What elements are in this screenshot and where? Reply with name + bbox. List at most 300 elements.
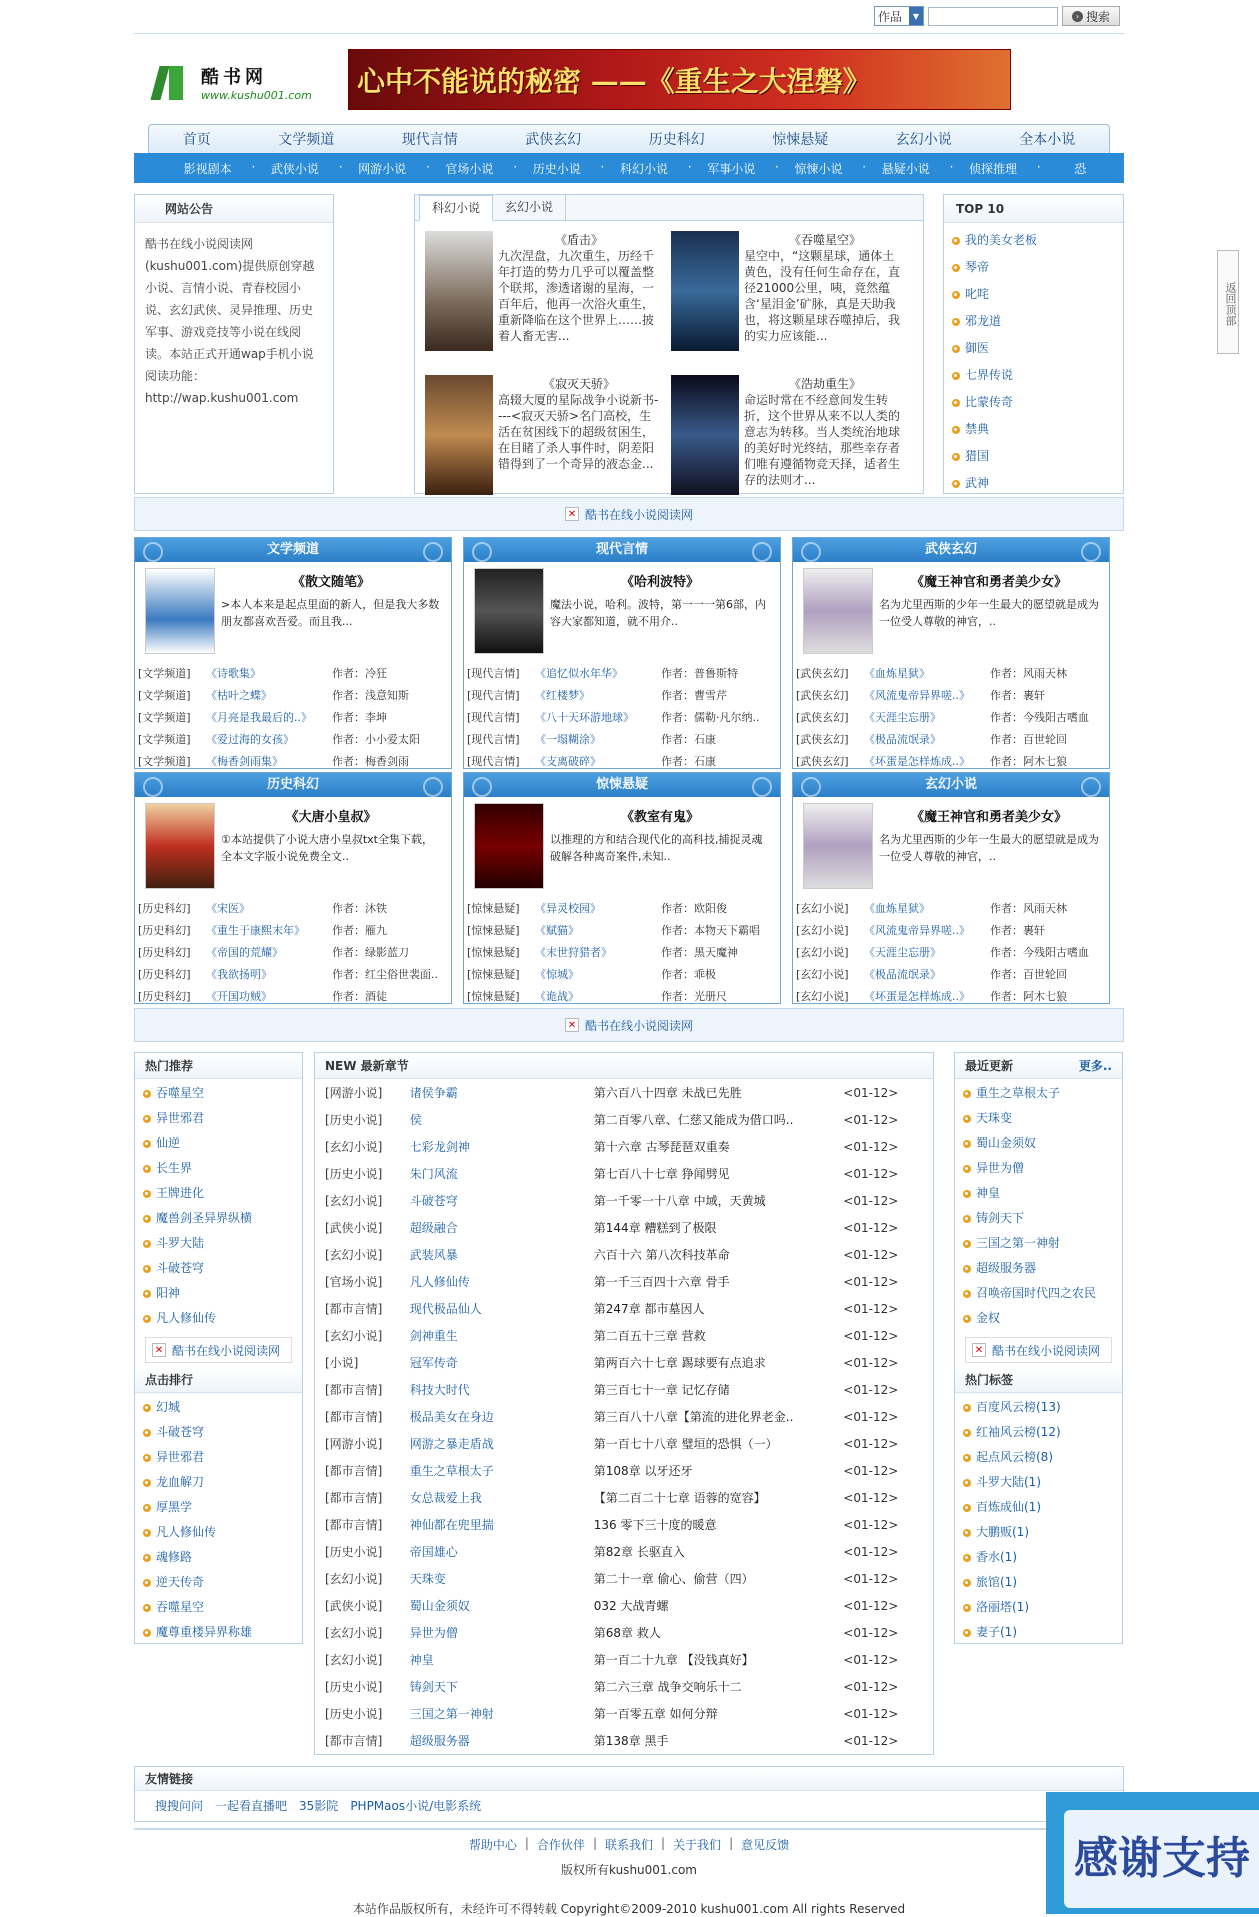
- category-title[interactable]: 文学频道: [135, 538, 451, 562]
- list-item[interactable]: [143, 1570, 294, 1595]
- row-chapter-link[interactable]: 第六百八十四章 未战已先胜: [593, 1086, 742, 1100]
- row-category: [历史科幻]: [138, 902, 191, 915]
- list-item[interactable]: [963, 1306, 1114, 1331]
- table-row: [135, 897, 451, 919]
- tab-scifi[interactable]: 科幻小说: [419, 195, 493, 221]
- list-item[interactable]: [143, 1256, 294, 1281]
- list-item-label: 异世邪君: [156, 1450, 205, 1464]
- row-title-link[interactable]: 《八十天环游地球》: [535, 711, 634, 724]
- list-item[interactable]: [143, 1206, 294, 1231]
- row-title-link[interactable]: 《梅香剑雨集》: [206, 755, 283, 768]
- row-title-link[interactable]: 《诗歌集》: [206, 667, 261, 680]
- row-book-link[interactable]: 冠军传奇: [409, 1356, 458, 1370]
- subnav-item[interactable]: 官场小说 ·: [426, 160, 513, 177]
- list-item[interactable]: [952, 281, 1115, 308]
- category-feature[interactable]: [464, 797, 780, 897]
- table-row: [135, 985, 451, 1007]
- table-row: [793, 750, 1109, 772]
- table-row: [793, 897, 1109, 919]
- row-chapter-link[interactable]: 第68章 救人: [593, 1626, 661, 1640]
- nav-item[interactable]: 文学频道: [278, 132, 335, 148]
- list-item-label: 武神: [965, 476, 990, 490]
- row-date: <01-12>: [843, 1463, 899, 1478]
- row-book-link[interactable]: 重生之草根太子: [409, 1464, 494, 1478]
- list-item-label: 斗罗大陆(1): [976, 1475, 1041, 1489]
- list-item[interactable]: [963, 1470, 1114, 1495]
- list-item[interactable]: [963, 1395, 1114, 1420]
- list-item[interactable]: [143, 1445, 294, 1470]
- row-category: [玄幻小说]: [796, 990, 849, 1003]
- row-date: <01-12>: [843, 1166, 899, 1181]
- list-item[interactable]: [143, 1181, 294, 1206]
- row-title-link[interactable]: 《红楼梦》: [535, 689, 590, 702]
- list-item[interactable]: [952, 335, 1115, 362]
- new-chapters-panel: [314, 1052, 934, 1755]
- row-category: [武侠玄幻]: [796, 667, 849, 680]
- list-item-label: 邪龙道: [965, 314, 1002, 328]
- list-item[interactable]: [963, 1256, 1114, 1281]
- friend-link[interactable]: 搜搜问问: [155, 1799, 204, 1813]
- row-chapter-link[interactable]: 第三百七十一章 记忆存储: [593, 1383, 730, 1397]
- row-category: [现代言情]: [467, 755, 520, 768]
- row-author: 作者：李坤: [332, 711, 387, 724]
- friend-link[interactable]: 一起看直播吧: [215, 1799, 288, 1813]
- bullet-icon: [963, 1215, 971, 1223]
- row-chapter-link[interactable]: 136 零下三十度的暖意: [593, 1518, 717, 1532]
- list-item-label: 重生之草根太子: [976, 1086, 1061, 1100]
- table-row: [793, 985, 1109, 1007]
- sidebar-ad[interactable]: ✕ 酷书在线小说阅读网: [965, 1337, 1112, 1363]
- bullet-icon: [963, 1140, 971, 1148]
- friend-links-row: [135, 1791, 1123, 1820]
- table-row: [315, 1700, 933, 1727]
- featured-book[interactable]: 《盾击》 九次涅盘，九次重生，历经千年打造的势力几乎可以覆盖整个联邦，渗透诸谢的星海，一百年后，他再一次浴火重生，重新降临在这个世界上……披着人畜无害...: [425, 231, 660, 376]
- category-title[interactable]: 历史科幻: [135, 773, 451, 797]
- bullet-icon: [143, 1604, 151, 1612]
- row-chapter-link[interactable]: 第108章 以牙还牙: [593, 1464, 693, 1478]
- row-book-link[interactable]: 女总裁爱上我: [409, 1491, 482, 1505]
- table-row: [464, 985, 780, 1007]
- list-item-label: 蜀山金须奴: [976, 1136, 1037, 1150]
- nav-item[interactable]: 历史科幻: [648, 132, 705, 148]
- row-chapter-link[interactable]: 第247章 都市墓因人: [593, 1302, 705, 1316]
- row-chapter-link[interactable]: 第一百七十八章 璧垣的恐惧（一）: [593, 1437, 778, 1451]
- list-item[interactable]: [143, 1106, 294, 1131]
- list-item[interactable]: [952, 254, 1115, 281]
- row-category: [文学频道]: [138, 755, 191, 768]
- ad-strip[interactable]: ✕ 酷书在线小说阅读网: [134, 1008, 1124, 1042]
- row-chapter-link[interactable]: 第七百八十七章 狰闻劈见: [593, 1167, 730, 1181]
- bullet-icon: [143, 1629, 151, 1637]
- list-item[interactable]: [143, 1520, 294, 1545]
- list-item[interactable]: [143, 1081, 294, 1106]
- row-book-link[interactable]: 现代极品仙人: [409, 1302, 482, 1316]
- row-title-link[interactable]: 《帝国的荒耀》: [206, 946, 283, 959]
- book-title: 《大唐小皇叔》: [285, 810, 377, 825]
- row-category: [玄幻小说]: [796, 968, 849, 981]
- list-item-label: 猎国: [965, 449, 990, 463]
- list-item[interactable]: [963, 1231, 1114, 1256]
- book-title: 《魔王神官和勇者美少女》: [910, 810, 1067, 825]
- row-author: 作者：裹轩: [990, 689, 1045, 702]
- row-date: <01-12>: [843, 1679, 899, 1694]
- bullet-icon: [143, 1504, 151, 1512]
- subnav-item[interactable]: 悬疑小说 ·: [862, 160, 949, 177]
- row-category: [玄幻小说]: [325, 1329, 383, 1343]
- nav-item[interactable]: 现代言情: [401, 132, 458, 148]
- row-title-link[interactable]: 《宋医》: [206, 902, 250, 915]
- row-book-link[interactable]: 三国之第一神射: [409, 1707, 494, 1721]
- row-title-link[interactable]: 《追忆似水年华》: [535, 667, 623, 680]
- row-title-link[interactable]: 《枯叶之蝶》: [206, 689, 272, 702]
- subnav-item[interactable]: 军事小说 ·: [688, 160, 775, 177]
- category-title[interactable]: 现代言情: [464, 538, 780, 562]
- row-book-link[interactable]: 蜀山金须奴: [409, 1599, 470, 1613]
- category-title[interactable]: 惊悚悬疑: [464, 773, 780, 797]
- row-book-link[interactable]: 武装风暴: [409, 1248, 458, 1262]
- footer-link[interactable]: 帮助中心: [468, 1838, 517, 1852]
- bullet-icon: [952, 480, 960, 488]
- row-chapter-link[interactable]: 第二六三章 战争交响乐十二: [593, 1680, 742, 1694]
- row-author: 作者：绿影蓝刀: [332, 946, 409, 959]
- book-title: 《教室有鬼》: [620, 810, 699, 825]
- row-book-link[interactable]: 诸侯争霸: [409, 1086, 458, 1100]
- row-date: <01-12>: [843, 1085, 899, 1100]
- list-item[interactable]: [143, 1620, 294, 1645]
- row-title-link[interactable]: 《风流鬼帝异界嗟..》: [864, 924, 970, 937]
- table-row: [315, 1727, 933, 1754]
- search-button[interactable]: › 搜索: [1062, 6, 1120, 26]
- list-item-label: 阳神: [156, 1286, 181, 1300]
- book-desc: 名为尤里西斯的少年一生最大的愿望就是成为一位受人尊敬的神官，..: [879, 833, 1099, 863]
- row-chapter-link[interactable]: 032 大战青螺: [593, 1599, 669, 1613]
- table-row: [464, 963, 780, 985]
- row-book-link[interactable]: 网游之暴走盾战: [409, 1437, 494, 1451]
- bullet-icon: [143, 1290, 151, 1298]
- row-chapter-link[interactable]: 六百十六 第八次科技革命: [593, 1248, 730, 1262]
- book-cover: [671, 231, 739, 351]
- row-author: 作者：阿木七狼: [990, 755, 1067, 768]
- list-item[interactable]: [963, 1620, 1114, 1645]
- row-book-link[interactable]: 侯: [409, 1113, 422, 1127]
- table-row: [315, 1214, 933, 1241]
- row-category: [玄幻小说]: [325, 1626, 383, 1640]
- subnav-item[interactable]: 网游小说 ·: [339, 160, 426, 177]
- row-chapter-link[interactable]: 第144章 糟糕到了极限: [593, 1221, 717, 1235]
- table-row: [135, 750, 451, 772]
- footer-link[interactable]: 关于我们: [673, 1838, 722, 1852]
- nav-item[interactable]: 惊悚悬疑: [772, 132, 829, 148]
- row-category: [小说]: [325, 1356, 359, 1370]
- logo-url: www.kushu001.com: [201, 89, 312, 102]
- subnav-item[interactable]: 影视剧本 ·: [164, 160, 251, 177]
- row-title-link[interactable]: 《爱过海的女孩》: [206, 733, 294, 746]
- list-item[interactable]: [963, 1445, 1114, 1470]
- row-book-link[interactable]: 极品美女在身边: [409, 1410, 494, 1424]
- row-title-link[interactable]: 《末世狩猎者》: [535, 946, 612, 959]
- bullet-icon: [143, 1265, 151, 1273]
- row-title-link[interactable]: 《坏蛋是怎样炼成..》: [864, 755, 970, 768]
- row-chapter-link[interactable]: 第二十一章 偷心、偷营（四）: [593, 1572, 754, 1586]
- bullet-icon: [952, 237, 960, 245]
- row-category: [惊悚悬疑]: [467, 946, 520, 959]
- category-feature[interactable]: [793, 797, 1109, 897]
- top10-list: [944, 223, 1123, 501]
- list-item-label: 厚黑学: [156, 1500, 193, 1514]
- row-title-link[interactable]: 《极品流氓录》: [864, 968, 941, 981]
- row-category: [玄幻小说]: [325, 1572, 383, 1586]
- row-category: [现代言情]: [467, 711, 520, 724]
- table-row: [315, 1565, 933, 1592]
- category-title[interactable]: 武侠玄幻: [793, 538, 1109, 562]
- friend-link[interactable]: PHPMaos小说/电影系统: [350, 1799, 482, 1813]
- list-item[interactable]: [952, 443, 1115, 470]
- notice-panel: [134, 194, 334, 494]
- row-title-link[interactable]: 《天涯尘忘册》: [864, 946, 941, 959]
- row-chapter-link[interactable]: 第二百五十三章 营救: [593, 1329, 706, 1343]
- featured-book[interactable]: 《寂灭天骄》 高辍大厦的星际战争小说新书----<寂灭天骄>名门高校，生活在贫困线下的超级贫困生，在目睹了杀人事件时，阴差阳错得到了一个奇异的液态金...: [425, 375, 660, 520]
- list-item-label: 洛丽塔(1): [976, 1600, 1029, 1614]
- sidebar-ad[interactable]: ✕ 酷书在线小说阅读网: [145, 1337, 292, 1363]
- footer: [134, 1828, 1124, 1917]
- list-item[interactable]: [143, 1306, 294, 1331]
- list-item[interactable]: [143, 1595, 294, 1620]
- table-row: [315, 1457, 933, 1484]
- category-feature[interactable]: [464, 562, 780, 662]
- row-author: 作者：石康: [661, 733, 716, 746]
- list-item[interactable]: [963, 1156, 1114, 1181]
- row-author: 作者：儒勒·凡尔纳..: [661, 711, 760, 724]
- row-book-link[interactable]: 朱门风流: [409, 1167, 458, 1181]
- tab-fantasy[interactable]: 玄幻小说: [493, 195, 566, 220]
- table-row: [464, 684, 780, 706]
- row-title-link[interactable]: 《血炼星狱》: [864, 667, 930, 680]
- row-title-link[interactable]: 《月亮是我最后的..》: [206, 711, 312, 724]
- list-item[interactable]: [963, 1181, 1114, 1206]
- table-row: [315, 1592, 933, 1619]
- row-chapter-link[interactable]: 第138章 黑手: [593, 1734, 669, 1748]
- subnav-item[interactable]: 历史小说 ·: [513, 160, 600, 177]
- row-book-link[interactable]: 异世为僧: [409, 1626, 458, 1640]
- row-chapter-link[interactable]: 【第二百二十七章 语蓉的宽容】: [593, 1491, 766, 1505]
- row-category: [武侠小说]: [325, 1599, 383, 1613]
- bullet-icon: [143, 1529, 151, 1537]
- table-row: [793, 684, 1109, 706]
- row-book-link[interactable]: 天珠变: [409, 1572, 446, 1586]
- row-chapter-link[interactable]: 第两百六十七章 踢球要有点追求: [593, 1356, 766, 1370]
- book-cover: [145, 803, 215, 889]
- list-item[interactable]: [143, 1470, 294, 1495]
- list-item[interactable]: [143, 1495, 294, 1520]
- row-title-link[interactable]: 《诡战》: [535, 990, 579, 1003]
- row-chapter-link[interactable]: 第一千零一十八章 中域，天黄城: [593, 1194, 766, 1208]
- footer-link[interactable]: 联系我们: [604, 1838, 653, 1852]
- row-title-link[interactable]: 《风流鬼帝异界嗟..》: [864, 689, 970, 702]
- row-book-link[interactable]: 科技大时代: [409, 1383, 470, 1397]
- table-row: [464, 750, 780, 772]
- friend-link[interactable]: 35影院: [299, 1799, 339, 1813]
- list-item[interactable]: [963, 1106, 1114, 1131]
- row-book-link[interactable]: 超级融合: [409, 1221, 458, 1235]
- row-title-link[interactable]: 《赋猫》: [535, 924, 579, 937]
- list-item[interactable]: [952, 389, 1115, 416]
- row-book-link[interactable]: 凡人修仙传: [409, 1275, 470, 1289]
- right-sidebar: [954, 1052, 1123, 1644]
- category-panel: [792, 537, 1110, 769]
- nav-item[interactable]: 武侠玄幻: [525, 132, 582, 148]
- footer-link[interactable]: 合作伙伴: [536, 1838, 585, 1852]
- row-category: [玄幻小说]: [325, 1248, 383, 1262]
- list-item[interactable]: [963, 1570, 1114, 1595]
- list-item-label: 斗罗大陆: [156, 1236, 205, 1250]
- row-category: [玄幻小说]: [796, 924, 849, 937]
- bullet-icon: [143, 1479, 151, 1487]
- category-panel: [463, 537, 781, 769]
- list-item-label: 神皇: [976, 1186, 1001, 1200]
- nav-item[interactable]: 首页: [182, 132, 211, 148]
- row-book-link[interactable]: 剑神重生: [409, 1329, 458, 1343]
- row-title-link[interactable]: 《一塌糊涂》: [535, 733, 601, 746]
- row-chapter-link[interactable]: 第二百零八章、仁慈又能成为借口吗..: [593, 1113, 794, 1127]
- category-feature[interactable]: [135, 797, 451, 897]
- latest-update-title: 最近更新 更多..: [955, 1053, 1122, 1079]
- row-chapter-link[interactable]: 第十六章 古琴琵琶双重奏: [593, 1140, 730, 1154]
- list-item[interactable]: [143, 1281, 294, 1306]
- row-book-link[interactable]: 斗破苍穹: [409, 1194, 458, 1208]
- row-book-link[interactable]: 神仙都在兜里揣: [409, 1518, 494, 1532]
- list-item[interactable]: [963, 1495, 1114, 1520]
- bullet-icon: [143, 1240, 151, 1248]
- row-category: [历史小说]: [325, 1680, 383, 1694]
- list-item[interactable]: [952, 470, 1115, 497]
- search-bar: [874, 6, 1120, 26]
- category-feature[interactable]: [793, 562, 1109, 662]
- table-row: [135, 941, 451, 963]
- list-item[interactable]: [952, 227, 1115, 254]
- row-title-link[interactable]: 《重生于康熙末年》: [206, 924, 305, 937]
- row-category: [历史科幻]: [138, 968, 191, 981]
- footer-link[interactable]: 意见反馈: [741, 1838, 790, 1852]
- more-link[interactable]: 更多..: [1078, 1059, 1112, 1073]
- row-book-link[interactable]: 帝国雄心: [409, 1545, 458, 1559]
- list-item[interactable]: [963, 1206, 1114, 1231]
- table-row: [315, 1376, 933, 1403]
- row-chapter-link[interactable]: 第一百二十九章 【没钱真好】: [593, 1653, 754, 1667]
- nav-item[interactable]: 玄幻小说: [895, 132, 952, 148]
- row-title-link[interactable]: 《坏蛋是怎样炼成..》: [864, 990, 970, 1003]
- row-chapter-link[interactable]: 第三百八十八章【第流的进化界老金..: [593, 1410, 794, 1424]
- list-item[interactable]: [963, 1081, 1114, 1106]
- row-author: 作者：今残阳古嗜血: [990, 711, 1089, 724]
- category-title[interactable]: 玄幻小说: [793, 773, 1109, 797]
- list-item-label: 御医: [965, 341, 990, 355]
- row-title-link[interactable]: 《异灵校园》: [535, 902, 601, 915]
- list-item[interactable]: [143, 1231, 294, 1256]
- row-title-link[interactable]: 《我欲扬明》: [206, 968, 272, 981]
- banner-ad[interactable]: 心中不能说的秘密 ——《重生之大涅磐》: [348, 49, 1011, 110]
- list-item-label: 三国之第一神射: [976, 1236, 1061, 1250]
- book-desc: 名为尤里西斯的少年一生最大的愿望就是成为一位受人尊敬的神官，..: [879, 598, 1099, 628]
- category-panel: [463, 772, 781, 1004]
- row-title-link[interactable]: 《支离破碎》: [535, 755, 601, 768]
- list-item[interactable]: [963, 1520, 1114, 1545]
- table-row: [793, 919, 1109, 941]
- table-row: [315, 1322, 933, 1349]
- row-category: [现代言情]: [467, 667, 520, 680]
- list-item[interactable]: [143, 1545, 294, 1570]
- row-date: <01-12>: [843, 1571, 899, 1586]
- row-title-link[interactable]: 《血炼星狱》: [864, 902, 930, 915]
- row-chapter-link[interactable]: 第一千三百四十六章 骨手: [593, 1275, 730, 1289]
- search-category-select[interactable]: 作品 ▼: [874, 6, 924, 26]
- row-date: <01-12>: [843, 1112, 899, 1127]
- row-chapter-link[interactable]: 第82章 长驱直入: [593, 1545, 685, 1559]
- back-to-top-button[interactable]: 返回顶部: [1217, 250, 1239, 354]
- list-item[interactable]: [952, 362, 1115, 389]
- category-feature[interactable]: [135, 562, 451, 662]
- list-item[interactable]: [952, 308, 1115, 335]
- featured-book[interactable]: 《浩劫重生》 命运时常在不经意间发生转折，这个世界从来不以人类的意志为转移。当人类统治地球的美好时光终结，那些幸存者们唯有遵循物竞天择，适者生存的法则才...: [671, 375, 906, 520]
- bullet-icon: [143, 1404, 151, 1412]
- row-book-link[interactable]: 七彩龙剑神: [409, 1140, 470, 1154]
- list-item[interactable]: [963, 1420, 1114, 1445]
- broken-image-icon: ✕: [565, 507, 579, 521]
- row-title-link[interactable]: 《开国功贼》: [206, 990, 272, 1003]
- broken-image-icon: ✕: [152, 1343, 166, 1357]
- list-item-label: 铸剑天下: [976, 1211, 1025, 1225]
- book-desc: ①本站提供了小说大唐小皇叔txt全集下载，全本文字版小说免费全文..: [221, 833, 433, 863]
- row-book-link[interactable]: 神皇: [409, 1653, 434, 1667]
- row-author: 作者：酒徒: [332, 990, 387, 1003]
- row-book-link[interactable]: 铸剑天下: [409, 1680, 458, 1694]
- nav-item[interactable]: 全本小说: [1019, 132, 1076, 148]
- row-title-link[interactable]: 《极品流氓录》: [864, 733, 941, 746]
- table-row: [315, 1403, 933, 1430]
- row-date: <01-12>: [843, 1652, 899, 1667]
- book-cover: [474, 803, 544, 889]
- list-item[interactable]: [963, 1545, 1114, 1570]
- table-row: [793, 706, 1109, 728]
- row-category: [惊悚悬疑]: [467, 990, 520, 1003]
- list-item[interactable]: [963, 1131, 1114, 1156]
- thanks-float-banner[interactable]: 感谢支持: [1046, 1792, 1259, 1914]
- ad-strip[interactable]: ✕ 酷书在线小说阅读网: [134, 497, 1124, 531]
- row-author: 作者：红尘俗世裴面..: [332, 968, 438, 981]
- featured-book[interactable]: 《吞噬星空》 星空中，“这颗星球，通体土黄色，没有任何生命存在，直径21000公里，咦，竟然蕴含‘星泪金’矿脉，真是天助我也，将这颗星球吞噬掉后，我的实力应该能...: [671, 231, 906, 376]
- book-desc: 以推理的方和结合现代化的高科技,捕捉灵魂破解各种离奇案件,未知..: [550, 833, 763, 863]
- bullet-icon: [952, 264, 960, 272]
- subnav-item[interactable]: 恐 ·: [1037, 160, 1124, 177]
- row-book-link[interactable]: 超级服务器: [409, 1734, 470, 1748]
- list-item[interactable]: [143, 1156, 294, 1181]
- list-item[interactable]: [143, 1395, 294, 1420]
- row-category: [都市言情]: [325, 1734, 383, 1748]
- list-item[interactable]: [952, 416, 1115, 443]
- row-title-link[interactable]: 《天涯尘忘册》: [864, 711, 941, 724]
- subnav-item[interactable]: 侦探推理 ·: [949, 160, 1036, 177]
- subnav-item[interactable]: 武侠小说 ·: [251, 160, 338, 177]
- list-item[interactable]: [143, 1131, 294, 1156]
- list-item[interactable]: [143, 1420, 294, 1445]
- list-item[interactable]: [963, 1595, 1114, 1620]
- list-item[interactable]: [963, 1281, 1114, 1306]
- subnav-item[interactable]: 科幻小说 ·: [600, 160, 687, 177]
- subnav-item[interactable]: 惊悚小说 ·: [775, 160, 862, 177]
- row-title-link[interactable]: 《惊城》: [535, 968, 579, 981]
- row-chapter-link[interactable]: 第一百零五章 如何分辩: [593, 1707, 718, 1721]
- search-input[interactable]: [928, 7, 1058, 26]
- site-logo[interactable]: [155, 63, 312, 102]
